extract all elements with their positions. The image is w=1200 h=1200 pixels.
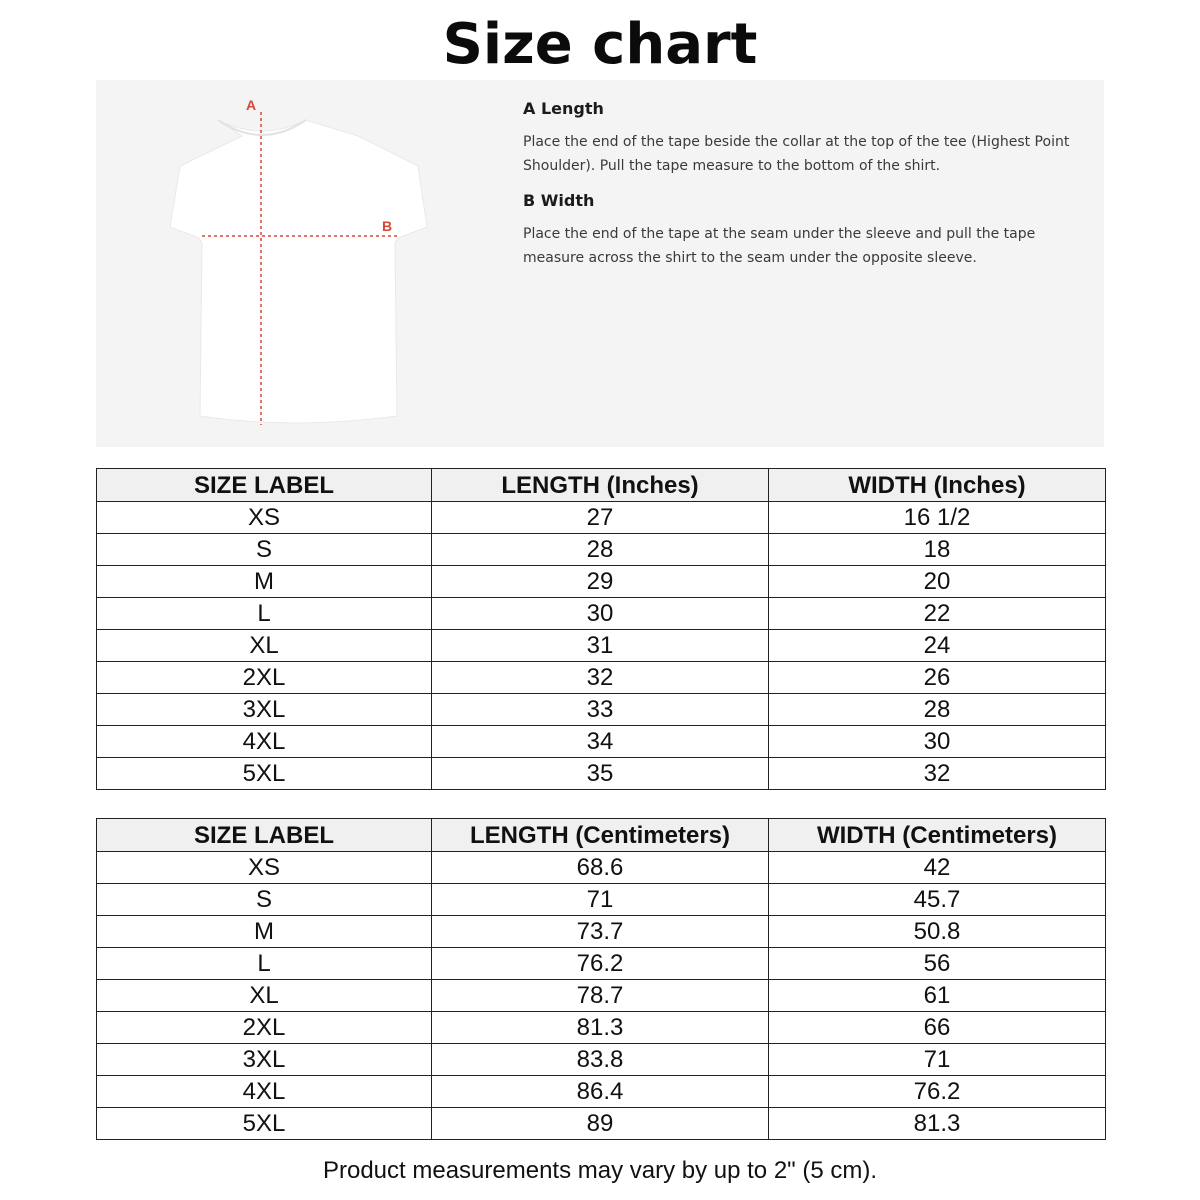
cell-size: XL: [97, 630, 432, 662]
table-row: [97, 662, 1106, 694]
cell-length: 83.8: [432, 1044, 769, 1076]
header-length: LENGTH (Inches): [432, 469, 769, 502]
cell-size: S: [97, 534, 432, 566]
cell-length: 86.4: [432, 1076, 769, 1108]
guide-instructions: [523, 98, 1083, 282]
cell-width: 42: [769, 852, 1106, 884]
header-width: WIDTH (Centimeters): [769, 819, 1106, 852]
table-row: [97, 1076, 1106, 1108]
header-size-label: SIZE LABEL: [97, 469, 432, 502]
cell-length: 28: [432, 534, 769, 566]
cell-length: 81.3: [432, 1012, 769, 1044]
tshirt-illustration: [96, 80, 516, 447]
marker-a: A: [246, 97, 257, 113]
table-row: [97, 630, 1106, 662]
cell-width: 28: [769, 694, 1106, 726]
cell-width: 18: [769, 534, 1106, 566]
cell-size: XL: [97, 980, 432, 1012]
cell-size: M: [97, 566, 432, 598]
cell-length: 29: [432, 566, 769, 598]
table-header-row: [97, 819, 1106, 852]
table-row: [97, 852, 1106, 884]
cell-width: 20: [769, 566, 1106, 598]
cell-length: 27: [432, 502, 769, 534]
header-width: WIDTH (Inches): [769, 469, 1106, 502]
table-row: [97, 598, 1106, 630]
cell-width: 30: [769, 726, 1106, 758]
marker-b: B: [382, 218, 393, 234]
cell-length: 30: [432, 598, 769, 630]
cell-length: 71: [432, 884, 769, 916]
cell-length: 33: [432, 694, 769, 726]
cell-width: 76.2: [769, 1076, 1106, 1108]
measurement-footnote: Product measurements may vary by up to 2" (5 cm).: [322, 1157, 878, 1184]
cell-size: 2XL: [97, 662, 432, 694]
cell-size: 4XL: [97, 726, 432, 758]
cell-length: 73.7: [432, 916, 769, 948]
cell-length: 31: [432, 630, 769, 662]
table-row: [97, 916, 1106, 948]
table-row: [97, 1012, 1106, 1044]
table-header-row: [97, 469, 1106, 502]
cell-size: 5XL: [97, 1108, 432, 1140]
cell-width: 66: [769, 1012, 1106, 1044]
cell-size: M: [97, 916, 432, 948]
cell-width: 26: [769, 662, 1106, 694]
table-row: [97, 948, 1106, 980]
length-instructions: Place the end of the tape beside the collar at the top of the tee (Highest Point Shoulder). Pull the tape measure to the bottom of the shirt.: [523, 134, 1070, 174]
table-row: [97, 694, 1106, 726]
table-row: [97, 758, 1106, 790]
cell-size: 3XL: [97, 1044, 432, 1076]
cell-width: 22: [769, 598, 1106, 630]
cell-width: 45.7: [769, 884, 1106, 916]
tshirt-shape: [170, 120, 427, 423]
cell-width: 61: [769, 980, 1106, 1012]
cell-size: 2XL: [97, 1012, 432, 1044]
cell-width: 32: [769, 758, 1106, 790]
cell-size: S: [97, 884, 432, 916]
table-row: [97, 1044, 1106, 1076]
length-heading: A Length: [523, 99, 604, 118]
cell-width: 71: [769, 1044, 1106, 1076]
cell-length: 68.6: [432, 852, 769, 884]
cell-length: 78.7: [432, 980, 769, 1012]
cell-width: 16 1/2: [769, 502, 1106, 534]
table-row: [97, 980, 1106, 1012]
table-row: [97, 566, 1106, 598]
centimeters-size-table: [96, 818, 1106, 1140]
cell-length: 89: [432, 1108, 769, 1140]
cell-width: 56: [769, 948, 1106, 980]
table-row: [97, 1108, 1106, 1140]
width-instructions: Place the end of the tape at the seam under the sleeve and pull the tape measure across the shirt to the seam under the opposite sleeve.: [523, 226, 1036, 266]
cell-size: 5XL: [97, 758, 432, 790]
cell-length: 35: [432, 758, 769, 790]
table-row: [97, 726, 1106, 758]
width-heading: B Width: [523, 191, 595, 210]
cell-size: XS: [97, 502, 432, 534]
cell-width: 24: [769, 630, 1106, 662]
header-length: LENGTH (Centimeters): [432, 819, 769, 852]
cell-size: L: [97, 948, 432, 980]
cell-width: 50.8: [769, 916, 1106, 948]
cell-length: 32: [432, 662, 769, 694]
cell-size: 3XL: [97, 694, 432, 726]
cell-length: 34: [432, 726, 769, 758]
cell-length: 76.2: [432, 948, 769, 980]
cell-size: 4XL: [97, 1076, 432, 1108]
cell-size: L: [97, 598, 432, 630]
cell-size: XS: [97, 852, 432, 884]
cell-width: 81.3: [769, 1108, 1106, 1140]
measurement-guide: [96, 80, 1104, 447]
table-row: [97, 502, 1106, 534]
inches-size-table: [96, 468, 1106, 790]
page-title: Size chart: [442, 12, 758, 77]
table-row: [97, 884, 1106, 916]
header-size-label: SIZE LABEL: [97, 819, 432, 852]
table-row: [97, 534, 1106, 566]
